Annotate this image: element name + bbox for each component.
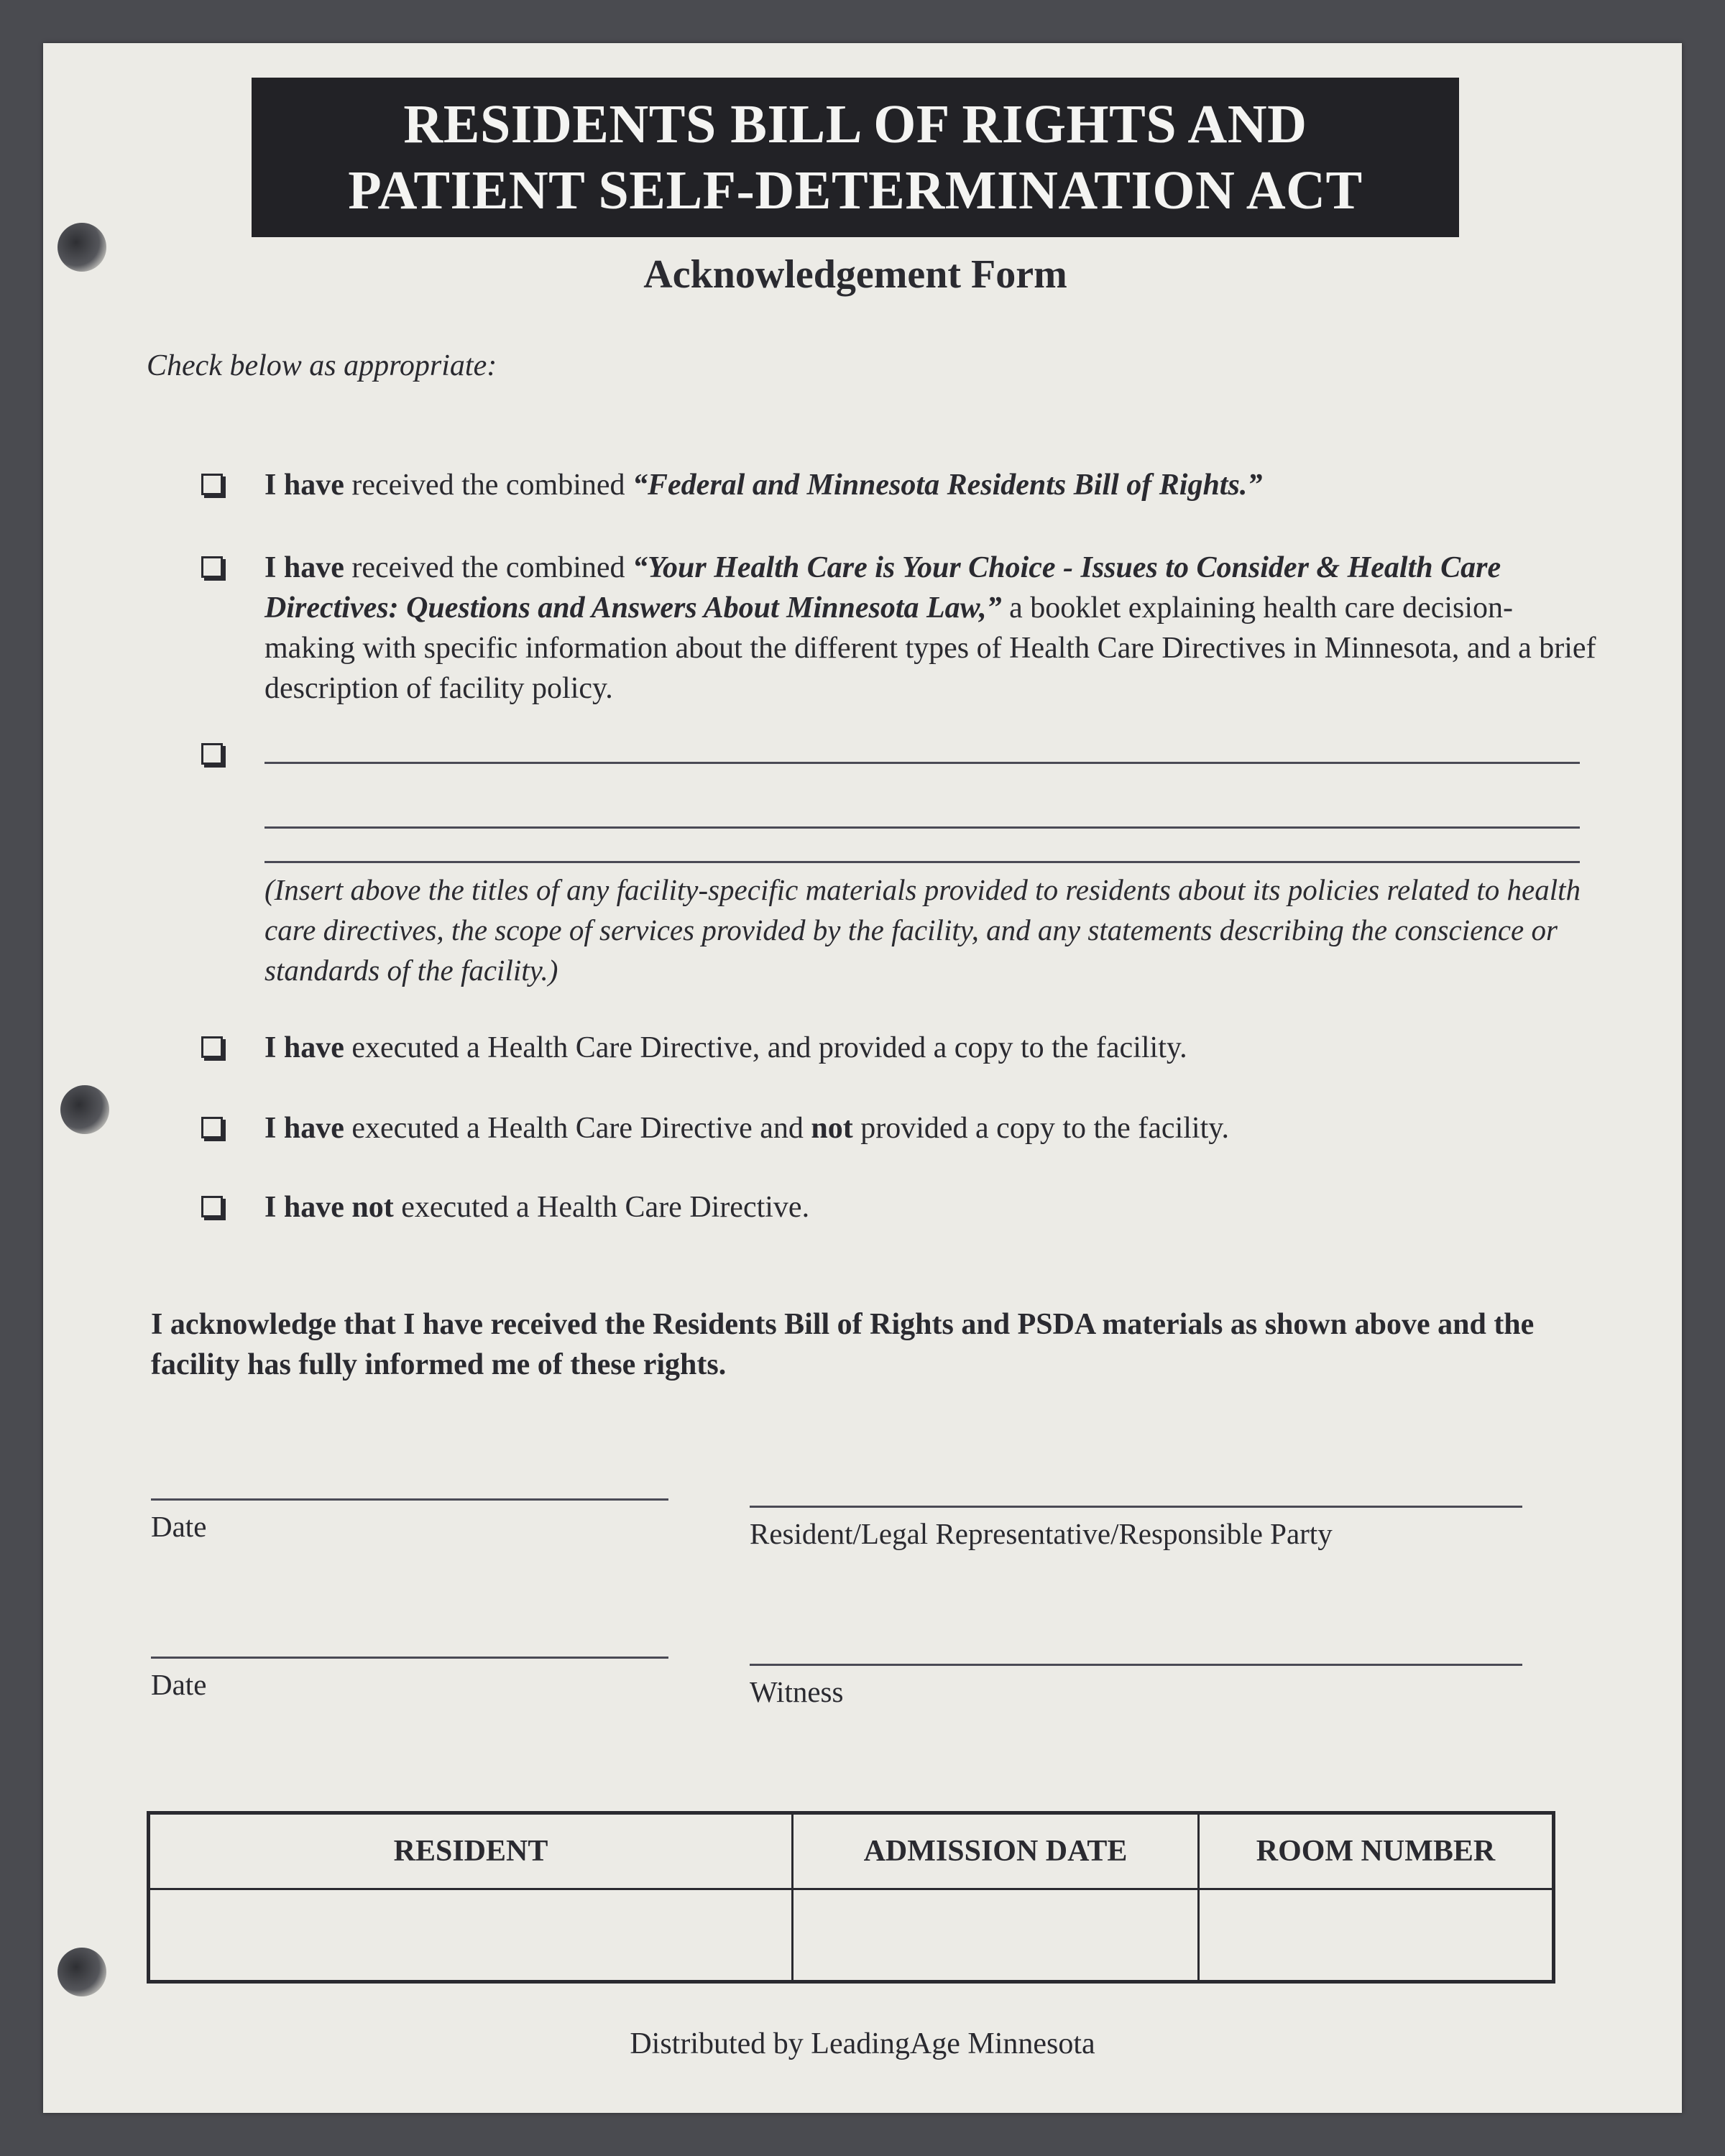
punch-hole-bottom bbox=[58, 1948, 106, 1996]
witness-signature-line[interactable] bbox=[750, 1664, 1522, 1666]
title-line-1: RESIDENTS BILL OF RIGHTS AND bbox=[403, 94, 1307, 155]
resident-signature-line[interactable] bbox=[750, 1506, 1522, 1508]
checkbox-2[interactable] bbox=[201, 556, 223, 578]
title-line-2: PATIENT SELF-DETERMINATION ACT bbox=[348, 160, 1363, 221]
checkbox-3[interactable] bbox=[201, 743, 223, 765]
checklist-item-6-text: I have not executed a Health Care Directive. bbox=[264, 1191, 810, 1224]
checklist-item-5-text: I have executed a Health Care Directive and not provided a copy to the facility. bbox=[264, 1112, 1230, 1145]
custom-material-line-1[interactable] bbox=[264, 762, 1580, 764]
check-instruction: Check below as appropriate: bbox=[147, 349, 497, 382]
header-admission-date: ADMISSION DATE bbox=[793, 1813, 1199, 1889]
cell-admission-date[interactable] bbox=[793, 1889, 1199, 1982]
header-resident: RESIDENT bbox=[149, 1813, 793, 1889]
title-banner bbox=[252, 78, 1459, 237]
acknowledgement-statement: I acknowledge that I have received the Residents Bill of Rights and PSDA materials as shown above and the facility has fully informed me of these rights. bbox=[151, 1308, 1535, 1381]
checklist-item-1-text: I have received the combined “Federal and Minnesota Residents Bill of Rights.” bbox=[264, 469, 1263, 502]
date-label-2: Date bbox=[151, 1668, 207, 1701]
checkbox-6[interactable] bbox=[201, 1196, 223, 1217]
form-page bbox=[43, 43, 1682, 2113]
date-label-1: Date bbox=[151, 1510, 207, 1543]
resident-signature-label: Resident/Legal Representative/Responsible Party bbox=[750, 1517, 1333, 1550]
cell-resident[interactable] bbox=[149, 1889, 793, 1982]
form-subtitle: Acknowledgement Form bbox=[643, 252, 1067, 297]
checkbox-5[interactable] bbox=[201, 1117, 223, 1138]
header-room-number: ROOM NUMBER bbox=[1199, 1813, 1554, 1889]
checklist-item-4-text: I have executed a Health Care Directive, and provided a copy to the facility. bbox=[264, 1031, 1187, 1064]
distributor-footer: Distributed by LeadingAge Minnesota bbox=[630, 2027, 1095, 2060]
resident-info-table bbox=[147, 1811, 1555, 1984]
checklist-item-2-text: I have received the combined “Your Health Care is Your Choice - Issues to Consider & Health Care Directives: Questions and Answers About Minnesota Law,” a booklet explaining health care decision-making with specific information about the different types of Health Care Directives in Minnesota, and a brief description of facility policy. bbox=[264, 551, 1596, 705]
custom-material-line-3[interactable] bbox=[264, 861, 1580, 863]
witness-signature-label: Witness bbox=[750, 1675, 844, 1708]
punch-hole-top bbox=[58, 223, 106, 272]
cell-room-number[interactable] bbox=[1199, 1889, 1554, 1982]
date-line-1[interactable] bbox=[151, 1498, 668, 1501]
custom-material-line-2[interactable] bbox=[264, 826, 1580, 829]
punch-hole-middle bbox=[60, 1085, 109, 1134]
custom-material-note: (Insert above the titles of any facility-specific materials provided to residents about its policies related to health care directives, the scope of services provided by the facility, and any statements describing the conscience or standards of the facility.) bbox=[264, 873, 1581, 987]
checkbox-4[interactable] bbox=[201, 1036, 223, 1058]
checkbox-1[interactable] bbox=[201, 474, 223, 495]
date-line-2[interactable] bbox=[151, 1657, 668, 1659]
